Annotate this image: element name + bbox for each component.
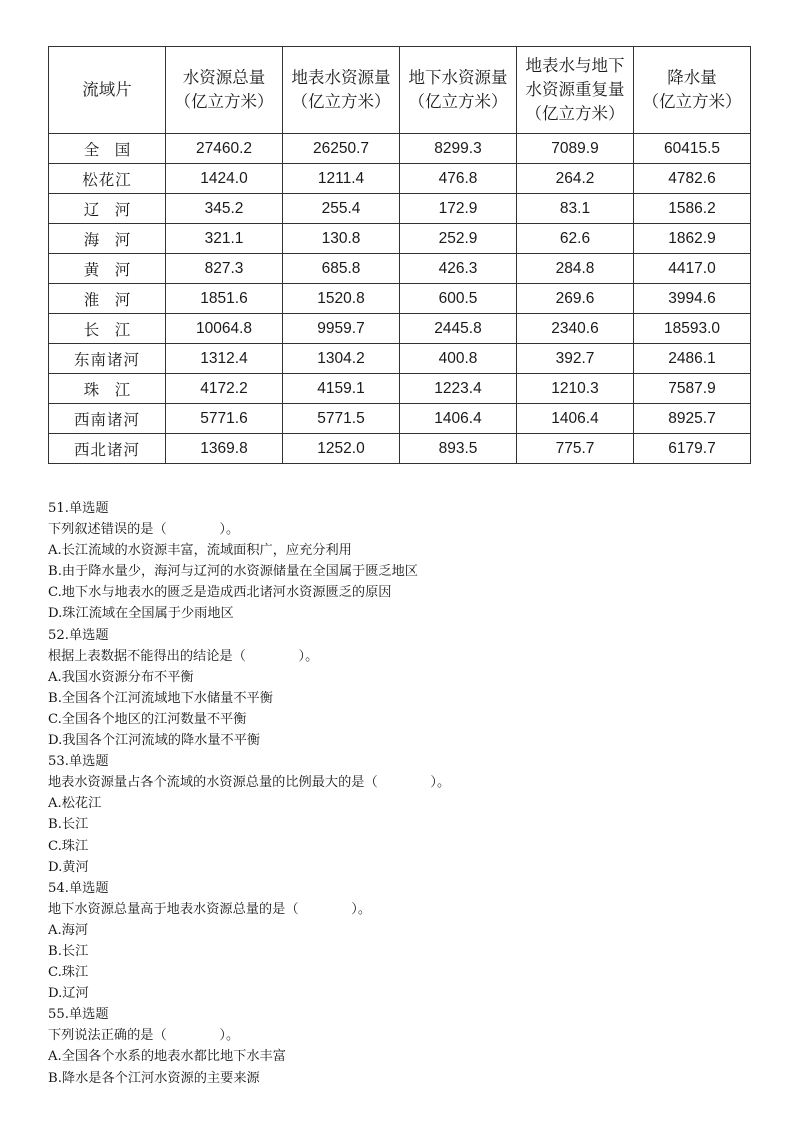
question-53	[48, 751, 748, 878]
header-line: （亿立方米）	[642, 92, 742, 111]
region-cell: 西北诸河	[49, 434, 166, 464]
overlap-water-cell: 7089.9	[517, 134, 634, 164]
surface-water-cell: 255.4	[283, 194, 400, 224]
region-cell: 松花江	[49, 164, 166, 194]
ground-water-cell: 1223.4	[400, 374, 517, 404]
question-stem: 根据上表数据不能得出的结论是（ ）。	[48, 648, 319, 664]
question-option: C.珠江	[48, 838, 89, 854]
total-water-cell: 321.1	[166, 224, 283, 254]
table-row	[49, 164, 751, 194]
header-line: （亿立方米）	[408, 92, 508, 111]
question-option: A.长江流域的水资源丰富，流域面积广，应充分利用	[48, 543, 352, 559]
question-stem: 地下水资源总量高于地表水资源总量的是（ ）。	[48, 901, 372, 917]
overlap-water-cell: 1210.3	[517, 374, 634, 404]
overlap-water-cell: 392.7	[517, 344, 634, 374]
question-option: A.我国水资源分布不平衡	[48, 669, 194, 685]
question-option: B.降水是各个江河水资源的主要来源	[48, 1070, 260, 1086]
header-line: 地下水资源量	[408, 68, 508, 87]
header-cell-surface-water	[283, 47, 400, 134]
ground-water-cell: 426.3	[400, 254, 517, 284]
region-cell: 珠 江	[49, 374, 166, 404]
question-option: A.全国各个水系的地表水都比地下水丰富	[48, 1049, 286, 1065]
precipitation-cell: 18593.0	[634, 314, 751, 344]
table-row	[49, 404, 751, 434]
total-water-cell: 1424.0	[166, 164, 283, 194]
surface-water-cell: 4159.1	[283, 374, 400, 404]
question-option: B.长江	[48, 943, 89, 959]
precipitation-cell: 4417.0	[634, 254, 751, 284]
table-row	[49, 434, 751, 464]
region-cell: 辽 河	[49, 194, 166, 224]
precipitation-cell: 8925.7	[634, 404, 751, 434]
header-line: 地表水与地下	[525, 56, 625, 75]
precipitation-cell: 1586.2	[634, 194, 751, 224]
header-line: 地表水资源量	[291, 68, 391, 87]
question-list	[48, 498, 748, 1089]
overlap-water-cell: 83.1	[517, 194, 634, 224]
region-cell: 西南诸河	[49, 404, 166, 434]
question-stem: 下列说法正确的是（ ）。	[48, 1028, 240, 1044]
water-resources-table-container	[48, 46, 750, 464]
table-body	[49, 134, 751, 464]
header-cell-precipitation	[634, 47, 751, 134]
question-option: D.辽河	[48, 986, 89, 1002]
table-row	[49, 284, 751, 314]
header-row	[49, 47, 751, 134]
surface-water-cell: 1252.0	[283, 434, 400, 464]
total-water-cell: 1851.6	[166, 284, 283, 314]
header-line: 降水量	[667, 68, 717, 87]
precipitation-cell: 7587.9	[634, 374, 751, 404]
question-option: B.长江	[48, 817, 89, 833]
ground-water-cell: 172.9	[400, 194, 517, 224]
overlap-water-cell: 2340.6	[517, 314, 634, 344]
region-cell: 东南诸河	[49, 344, 166, 374]
total-water-cell: 345.2	[166, 194, 283, 224]
question-55	[48, 1004, 748, 1088]
overlap-water-cell: 62.6	[517, 224, 634, 254]
question-type-line: 51.单选题	[48, 501, 109, 516]
total-water-cell: 827.3	[166, 254, 283, 284]
region-cell: 海 河	[49, 224, 166, 254]
region-cell: 黄 河	[49, 254, 166, 284]
header-cell-ground-water	[400, 47, 517, 134]
question-option: C.全国各个地区的江河数量不平衡	[48, 711, 247, 727]
precipitation-cell: 6179.7	[634, 434, 751, 464]
overlap-water-cell: 775.7	[517, 434, 634, 464]
question-option: B.全国各个江河流域地下水储量不平衡	[48, 690, 273, 706]
precipitation-cell: 4782.6	[634, 164, 751, 194]
question-54	[48, 878, 748, 1005]
surface-water-cell: 1520.8	[283, 284, 400, 314]
question-option: B.由于降水量少，海河与辽河的水资源储量在全国属于匮乏地区	[48, 564, 418, 580]
question-option: A.松花江	[48, 796, 102, 812]
surface-water-cell: 5771.5	[283, 404, 400, 434]
header-cell-total-water	[166, 47, 283, 134]
question-option: D.珠江流域在全国属于少雨地区	[48, 606, 234, 622]
table-row	[49, 344, 751, 374]
total-water-cell: 27460.2	[166, 134, 283, 164]
ground-water-cell: 252.9	[400, 224, 517, 254]
question-51	[48, 498, 748, 625]
question-option: C.地下水与地表水的匮乏是造成西北诸河水资源匮乏的原因	[48, 585, 392, 601]
question-option: D.我国各个江河流域的降水量不平衡	[48, 733, 261, 749]
ground-water-cell: 600.5	[400, 284, 517, 314]
table-row	[49, 134, 751, 164]
total-water-cell: 10064.8	[166, 314, 283, 344]
question-option: A.海河	[48, 922, 89, 938]
ground-water-cell: 476.8	[400, 164, 517, 194]
surface-water-cell: 26250.7	[283, 134, 400, 164]
precipitation-cell: 1862.9	[634, 224, 751, 254]
question-52	[48, 625, 748, 752]
region-cell: 全 国	[49, 134, 166, 164]
header-line: 流域片	[82, 80, 132, 99]
header-line: 水资源重复量	[525, 80, 625, 99]
table-row	[49, 224, 751, 254]
question-type-line: 52.单选题	[48, 627, 109, 643]
precipitation-cell: 2486.1	[634, 344, 751, 374]
question-type-line: 54.单选题	[48, 880, 109, 896]
surface-water-cell: 130.8	[283, 224, 400, 254]
total-water-cell: 5771.6	[166, 404, 283, 434]
surface-water-cell: 1211.4	[283, 164, 400, 194]
table-row	[49, 194, 751, 224]
region-cell: 长 江	[49, 314, 166, 344]
surface-water-cell: 685.8	[283, 254, 400, 284]
question-type-line: 55.单选题	[48, 1007, 109, 1023]
header-cell-overlap-water	[517, 47, 634, 134]
total-water-cell: 4172.2	[166, 374, 283, 404]
question-stem: 下列叙述错误的是（ ）。	[48, 522, 240, 538]
overlap-water-cell: 284.8	[517, 254, 634, 284]
total-water-cell: 1312.4	[166, 344, 283, 374]
water-resources-table	[48, 46, 751, 464]
question-type-line: 53.单选题	[48, 754, 109, 770]
header-line: （亿立方米）	[291, 92, 391, 111]
ground-water-cell: 400.8	[400, 344, 517, 374]
table-header	[49, 47, 751, 134]
ground-water-cell: 2445.8	[400, 314, 517, 344]
surface-water-cell: 9959.7	[283, 314, 400, 344]
table-row	[49, 374, 751, 404]
precipitation-cell: 3994.6	[634, 284, 751, 314]
question-option: D.黄河	[48, 859, 89, 875]
header-line: 水资源总量	[182, 68, 266, 87]
total-water-cell: 1369.8	[166, 434, 283, 464]
overlap-water-cell: 264.2	[517, 164, 634, 194]
overlap-water-cell: 1406.4	[517, 404, 634, 434]
question-stem: 地表水资源量占各个流域的水资源总量的比例最大的是（ ）。	[48, 775, 451, 791]
surface-water-cell: 1304.2	[283, 344, 400, 374]
ground-water-cell: 893.5	[400, 434, 517, 464]
precipitation-cell: 60415.5	[634, 134, 751, 164]
header-line: （亿立方米）	[174, 92, 274, 111]
table-row	[49, 314, 751, 344]
ground-water-cell: 1406.4	[400, 404, 517, 434]
ground-water-cell: 8299.3	[400, 134, 517, 164]
region-cell: 淮 河	[49, 284, 166, 314]
header-cell-region	[49, 47, 166, 134]
header-line: （亿立方米）	[525, 104, 625, 123]
overlap-water-cell: 269.6	[517, 284, 634, 314]
table-row	[49, 254, 751, 284]
question-option: C.珠江	[48, 965, 89, 981]
